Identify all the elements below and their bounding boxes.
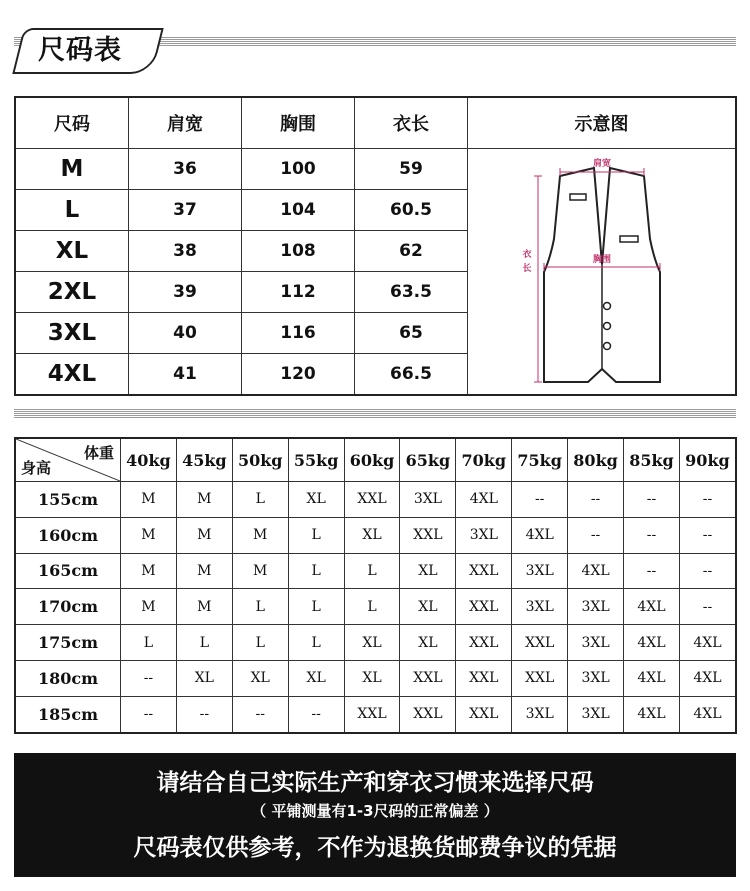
- recommended-size-cell: 4XL: [679, 625, 736, 661]
- recommended-size-cell: M: [121, 517, 177, 553]
- diagram-length-label-1: 衣: [521, 250, 532, 260]
- length-value: 63.5: [355, 272, 468, 313]
- recommended-size-cell: --: [679, 482, 736, 518]
- notice-line-1: 请结合自己实际生产和穿衣习惯来选择尺码: [156, 770, 594, 796]
- weight-axis-label: 体重: [83, 444, 114, 462]
- weight-height-table: [14, 437, 737, 734]
- diagram-length-label-2: 长: [521, 264, 532, 274]
- height-row: [15, 696, 736, 733]
- length-value: 62: [355, 231, 468, 272]
- recommended-size-cell: XL: [400, 553, 456, 589]
- height-row: [15, 589, 736, 625]
- recommended-size-cell: L: [288, 553, 344, 589]
- recommended-size-cell: XXL: [400, 517, 456, 553]
- length-value: 60.5: [355, 190, 468, 231]
- length-value: 65: [355, 313, 468, 354]
- recommended-size-cell: XL: [344, 660, 400, 696]
- recommended-size-cell: 3XL: [512, 553, 568, 589]
- recommended-size-cell: --: [121, 696, 177, 733]
- shoulder-value: 38: [129, 231, 242, 272]
- recommended-size-cell: --: [679, 553, 736, 589]
- header-chest: 胸围: [242, 97, 355, 149]
- size-row: [15, 149, 736, 190]
- size-value: XL: [15, 231, 129, 272]
- recommended-size-cell: XXL: [456, 553, 512, 589]
- diagram-shoulder-label: 肩宽: [592, 159, 611, 169]
- notice-line-2: （ 平铺测量有1-3尺码的正常偏差 ）: [251, 802, 499, 820]
- height-value: 185cm: [15, 696, 121, 733]
- recommended-size-cell: XL: [400, 589, 456, 625]
- header-size: 尺码: [15, 97, 129, 149]
- section-divider-stripe: [14, 409, 736, 418]
- recommended-size-cell: XXL: [400, 696, 456, 733]
- recommended-size-cell: 4XL: [624, 625, 680, 661]
- height-value: 175cm: [15, 625, 121, 661]
- recommended-size-cell: M: [232, 517, 288, 553]
- shoulder-value: 41: [129, 354, 242, 396]
- recommended-size-cell: XL: [344, 517, 400, 553]
- recommended-size-cell: L: [344, 553, 400, 589]
- recommended-size-cell: --: [624, 553, 680, 589]
- height-axis-label: 身高: [21, 459, 52, 477]
- weight-header-row: [15, 438, 736, 482]
- notice-line-3: 尺码表仅供参考，不作为退换货邮费争议的凭据: [133, 835, 617, 861]
- size-value: 2XL: [15, 272, 129, 313]
- size-value: M: [15, 149, 129, 190]
- recommended-size-cell: XXL: [456, 589, 512, 625]
- recommended-size-cell: 4XL: [679, 660, 736, 696]
- height-value: 155cm: [15, 482, 121, 518]
- recommended-size-cell: --: [568, 482, 624, 518]
- chest-value: 104: [242, 190, 355, 231]
- recommended-size-cell: L: [121, 625, 177, 661]
- recommended-size-cell: L: [288, 589, 344, 625]
- recommended-size-cell: L: [232, 625, 288, 661]
- recommended-size-cell: XXL: [512, 660, 568, 696]
- recommended-size-cell: L: [232, 482, 288, 518]
- weight-header-cell: 40kg: [121, 438, 177, 482]
- recommended-size-cell: --: [679, 517, 736, 553]
- recommended-size-cell: --: [624, 482, 680, 518]
- weight-header-cell: 80kg: [568, 438, 624, 482]
- recommended-size-cell: M: [121, 482, 177, 518]
- recommended-size-cell: M: [121, 553, 177, 589]
- size-chart-table: [14, 96, 737, 396]
- recommended-size-cell: L: [288, 625, 344, 661]
- weight-header-cell: 55kg: [288, 438, 344, 482]
- chest-value: 100: [242, 149, 355, 190]
- recommended-size-cell: 4XL: [624, 660, 680, 696]
- recommended-size-cell: --: [512, 482, 568, 518]
- recommended-size-cell: --: [121, 660, 177, 696]
- recommended-size-cell: M: [176, 482, 232, 518]
- shoulder-value: 36: [129, 149, 242, 190]
- height-value: 160cm: [15, 517, 121, 553]
- size-chart-header-row: [15, 97, 736, 149]
- height-row: [15, 517, 736, 553]
- size-value: 4XL: [15, 354, 129, 396]
- recommended-size-cell: XL: [288, 660, 344, 696]
- weight-header-cell: 75kg: [512, 438, 568, 482]
- recommended-size-cell: M: [176, 589, 232, 625]
- shoulder-value: 40: [129, 313, 242, 354]
- recommended-size-cell: 3XL: [568, 660, 624, 696]
- weight-header-cell: 90kg: [679, 438, 736, 482]
- recommended-size-cell: 4XL: [679, 696, 736, 733]
- weight-header-cell: 85kg: [624, 438, 680, 482]
- header-shoulder: 肩宽: [129, 97, 242, 149]
- recommended-size-cell: XXL: [400, 660, 456, 696]
- weight-header-cell: 60kg: [344, 438, 400, 482]
- corner-cell: [15, 438, 121, 482]
- recommended-size-cell: --: [679, 589, 736, 625]
- recommended-size-cell: 3XL: [512, 589, 568, 625]
- recommended-size-cell: M: [176, 517, 232, 553]
- shoulder-value: 39: [129, 272, 242, 313]
- recommended-size-cell: --: [568, 517, 624, 553]
- height-row: [15, 553, 736, 589]
- header-diagram: 示意图: [468, 97, 737, 149]
- recommended-size-cell: XXL: [344, 482, 400, 518]
- recommended-size-cell: XXL: [456, 696, 512, 733]
- height-value: 170cm: [15, 589, 121, 625]
- weight-header-cell: 70kg: [456, 438, 512, 482]
- recommended-size-cell: XL: [232, 660, 288, 696]
- recommended-size-cell: M: [121, 589, 177, 625]
- chest-value: 120: [242, 354, 355, 396]
- recommended-size-cell: 3XL: [400, 482, 456, 518]
- recommended-size-cell: --: [288, 696, 344, 733]
- page-title: 尺码表: [38, 35, 122, 66]
- notice-banner: [14, 753, 736, 877]
- recommended-size-cell: XL: [400, 625, 456, 661]
- size-value: 3XL: [15, 313, 129, 354]
- recommended-size-cell: XXL: [456, 625, 512, 661]
- recommended-size-cell: 3XL: [512, 696, 568, 733]
- recommended-size-cell: 4XL: [624, 589, 680, 625]
- recommended-size-cell: 4XL: [512, 517, 568, 553]
- length-value: 66.5: [355, 354, 468, 396]
- recommended-size-cell: 3XL: [568, 625, 624, 661]
- chest-value: 112: [242, 272, 355, 313]
- recommended-size-cell: M: [176, 553, 232, 589]
- recommended-size-cell: XL: [288, 482, 344, 518]
- recommended-size-cell: XL: [176, 660, 232, 696]
- size-value: L: [15, 190, 129, 231]
- recommended-size-cell: XL: [344, 625, 400, 661]
- vest-diagram-icon: [512, 154, 692, 389]
- recommended-size-cell: L: [232, 589, 288, 625]
- recommended-size-cell: --: [176, 696, 232, 733]
- diagram-chest-label: 胸围: [592, 255, 611, 265]
- recommended-size-cell: 4XL: [624, 696, 680, 733]
- recommended-size-cell: --: [232, 696, 288, 733]
- weight-header-cell: 65kg: [400, 438, 456, 482]
- height-row: [15, 625, 736, 661]
- recommended-size-cell: 3XL: [568, 589, 624, 625]
- weight-header-cell: 50kg: [232, 438, 288, 482]
- height-row: [15, 660, 736, 696]
- recommended-size-cell: L: [176, 625, 232, 661]
- recommended-size-cell: L: [288, 517, 344, 553]
- recommended-size-cell: 3XL: [456, 517, 512, 553]
- recommended-size-cell: XXL: [512, 625, 568, 661]
- height-value: 165cm: [15, 553, 121, 589]
- recommended-size-cell: L: [344, 589, 400, 625]
- recommended-size-cell: --: [624, 517, 680, 553]
- length-value: 59: [355, 149, 468, 190]
- chest-value: 108: [242, 231, 355, 272]
- recommended-size-cell: 4XL: [456, 482, 512, 518]
- weight-header-cell: 45kg: [176, 438, 232, 482]
- recommended-size-cell: 4XL: [568, 553, 624, 589]
- chest-value: 116: [242, 313, 355, 354]
- shoulder-value: 37: [129, 190, 242, 231]
- vest-diagram-cell: [468, 149, 737, 396]
- recommended-size-cell: XXL: [456, 660, 512, 696]
- recommended-size-cell: 3XL: [568, 696, 624, 733]
- recommended-size-cell: M: [232, 553, 288, 589]
- header-length: 衣长: [355, 97, 468, 149]
- height-value: 180cm: [15, 660, 121, 696]
- recommended-size-cell: XXL: [344, 696, 400, 733]
- height-row: [15, 482, 736, 518]
